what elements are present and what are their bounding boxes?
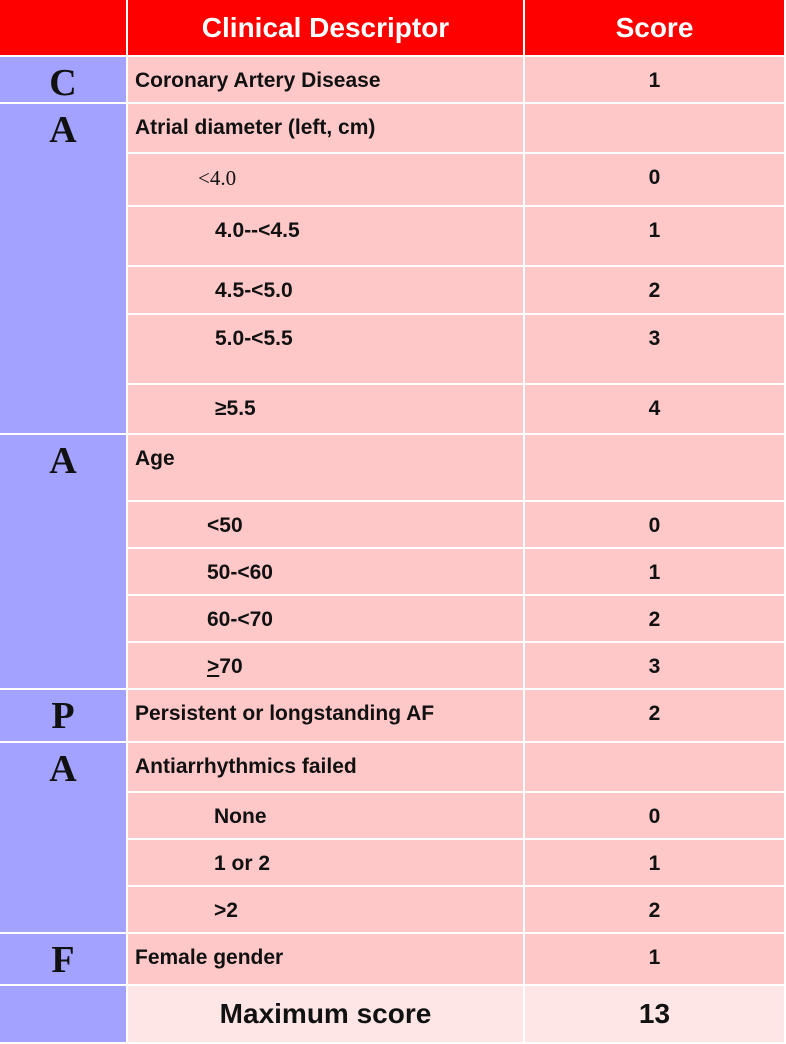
row-score-antiarrhythmics-failed: [525, 743, 786, 793]
row-label-atrial-4-5-to-5-0: 4.5-<5.0: [128, 267, 525, 315]
row-score-atrial-lt-4-0: 0: [525, 154, 786, 207]
atrial-lt-4-0-text: <4.0: [198, 166, 237, 190]
row-score-atrial-diameter: [525, 104, 786, 154]
row-score-age-60-to-70: 2: [525, 596, 786, 643]
row-label-age: Age: [128, 435, 525, 502]
row-label-coronary-artery-disease: Coronary Artery Disease: [128, 57, 525, 104]
row-score-atrial-5-0-to-5-5: 3: [525, 315, 786, 385]
header-score: Score: [525, 0, 786, 57]
header-clinical-descriptor: Clinical Descriptor: [128, 0, 525, 57]
letter-a-antiarrhythmics: A: [0, 743, 128, 934]
row-label-antiarrhythmics-none: None: [128, 793, 525, 840]
row-score-antiarrhythmics-gt-2: 2: [525, 887, 786, 934]
row-score-antiarrhythmics-none: 0: [525, 793, 786, 840]
row-score-age: [525, 435, 786, 502]
footer-maximum-score-value: 13: [525, 986, 786, 1044]
row-label-atrial-diameter: Atrial diameter (left, cm): [128, 104, 525, 154]
row-score-coronary-artery-disease: 1: [525, 57, 786, 104]
age-gte-70-value: 70: [219, 655, 243, 678]
row-score-atrial-gte-5-5: 4: [525, 385, 786, 435]
row-label-antiarrhythmics-failed: Antiarrhythmics failed: [128, 743, 525, 793]
row-score-persistent-af: 2: [525, 690, 786, 743]
footer-blank-cell: [0, 986, 128, 1044]
row-score-atrial-4-5-to-5-0: 2: [525, 267, 786, 315]
row-label-antiarrhythmics-1-or-2: 1 or 2: [128, 840, 525, 887]
row-label-persistent-af: Persistent or longstanding AF: [128, 690, 525, 743]
letter-f: F: [0, 934, 128, 986]
row-label-atrial-5-0-to-5-5: 5.0-<5.5: [128, 315, 525, 385]
row-label-age-60-to-70: 60-<70: [128, 596, 525, 643]
letter-p: P: [0, 690, 128, 743]
footer-maximum-score-label: Maximum score: [128, 986, 525, 1044]
row-label-atrial-4-0-to-4-5: 4.0--<4.5: [128, 207, 525, 267]
row-score-atrial-4-0-to-4-5: 1: [525, 207, 786, 267]
row-label-age-50-to-60: 50-<60: [128, 549, 525, 596]
row-label-female-gender: Female gender: [128, 934, 525, 986]
row-score-age-lt-50: 0: [525, 502, 786, 549]
row-label-antiarrhythmics-gt-2: >2: [128, 887, 525, 934]
row-label-atrial-lt-4-0: [128, 154, 525, 207]
row-label-atrial-gte-5-5: ≥5.5: [128, 385, 525, 435]
letter-a-age: A: [0, 435, 128, 690]
letter-a-atrial: A: [0, 104, 128, 435]
row-score-female-gender: 1: [525, 934, 786, 986]
age-gte-70-symbol: >: [207, 655, 220, 678]
row-label-age-lt-50: <50: [128, 502, 525, 549]
row-score-age-50-to-60: 1: [525, 549, 786, 596]
row-label-age-gte-70: [128, 643, 525, 690]
row-score-age-gte-70: 3: [525, 643, 786, 690]
row-score-antiarrhythmics-1-or-2: 1: [525, 840, 786, 887]
letter-c: C: [0, 57, 128, 104]
header-blank-cell: [0, 0, 128, 57]
